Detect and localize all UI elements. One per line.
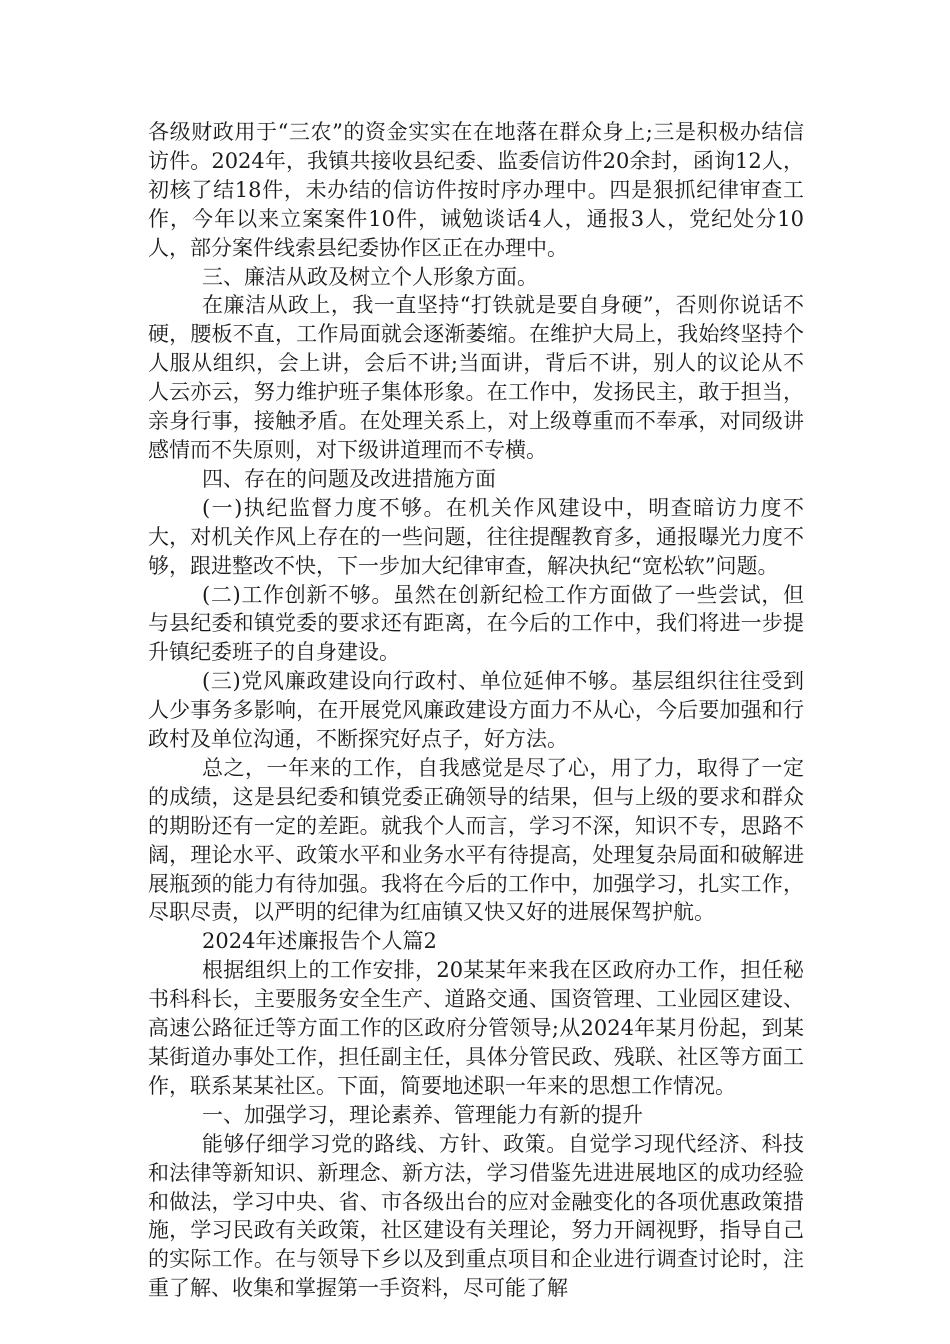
paragraph-problem-3: (三)党风廉政建设向行政村、单位延伸不够。基层组织往往受到人少事务多影响，在开展党风廉政建设方面力不从心，今后要加强和行政村及单位沟通，不断探究好点子，好方法。 xyxy=(148,669,804,752)
paragraph-problem-1: (一)执纪监督力度不够。在机关作风建设中，明查暗访力度不大，对机关作风上存在的一些问题，往往提醒教育多，通报曝光力度不够，跟进整改不快，下一步加大纪律审查，解决执纪“宽松软”问题。 xyxy=(148,495,804,578)
section-heading-problems: 四、存在的问题及改进措施方面 xyxy=(202,466,496,491)
paragraph-integrity: 在廉洁从政上，我一直坚持“打铁就是要自身硬”，否则你说话不硬，腰板不直，工作局面就会逐渐萎缩。在维护大局上，我始终坚持个人服从组织，会上讲，会后不讲;当面讲，背后不讲，别人的议论从不人云亦云，努力维护班子集体形象。在工作中，发扬民主，敢于担当，亲身行事，接触矛盾。在处理关系上，对上级尊重而不奉承，对同级讲感情而不失原则，对下级讲道理而不专横。 xyxy=(148,293,804,462)
document-page xyxy=(148,118,804,1303)
section-heading-study: 一、加强学习，理论素养、管理能力有新的提升 xyxy=(202,1102,643,1127)
paragraph-summary: 总之，一年来的工作，自我感觉是尽了心，用了力，取得了一定的成绩，这是县纪委和镇党委正确领导的结果，但与上级的要求和群众的期盼还有一定的差距。就我个人而言，学习不深，知识不专，思路不阔，理论水平、政策水平和业务水平有待提高，处理复杂局面和破解进展瓶颈的能力有待加强。我将在今后的工作中，加强学习，扎实工作，尽职尽责，以严明的纪律为红庙镇又快又好的进展保驾护航。 xyxy=(148,755,804,925)
section-heading-integrity: 三、廉洁从政及树立个人形象方面。 xyxy=(202,264,538,289)
paragraph-report-2-intro: 根据组织上的工作安排，20某某年来我在区政府办工作，担任秘书科科长，主要服务安全生产、道路交通、国资管理、工业园区建设、高速公路征迁等方面工作的区政府分管领导;从2024年某月份起，到某某街道办事处工作，担任副主任，具体分管民政、残联、社区等方面工作，联系某某社区。下面，简要地述职一年来的思想工作情况。 xyxy=(148,958,804,1098)
paragraph-1: 各级财政用于“三农”的资金实实在在地落在群众身上;三是积极办结信访件。2024年，我镇共接收县纪委、监委信访件20余封，函询12人，初核了结18件，未办结的信访件按时序办理中。四是狠抓纪律审查工作，今年以来立案案件10件，诫勉谈话4人，通报3人，党纪处分10人，部分案件线索县纪委协作区正在办理中。 xyxy=(148,120,804,260)
report-title-2: 2024年述廉报告个人篇2 xyxy=(202,929,437,954)
paragraph-study: 能够仔细学习党的路线、方针、政策。自觉学习现代经济、科技和法律等新知识、新理念、新方法，学习借鉴先进进展地区的成功经验和做法，学习中央、省、市各级出台的应对金融变化的各项优惠政策措施，学习民政有关政策，社区建设有关理论，努力开阔视野，指导自己的实际工作。在与领导下乡以及到重点项目和企业进行调查讨论时，注重了解、收集和掌握第一手资料，尽可能了解 xyxy=(148,1131,804,1301)
paragraph-problem-2: (二)工作创新不够。虽然在创新纪检工作方面做了一些尝试，但与县纪委和镇党委的要求还有距离，在今后的工作中，我们将进一步提升镇纪委班子的自身建设。 xyxy=(148,582,804,665)
